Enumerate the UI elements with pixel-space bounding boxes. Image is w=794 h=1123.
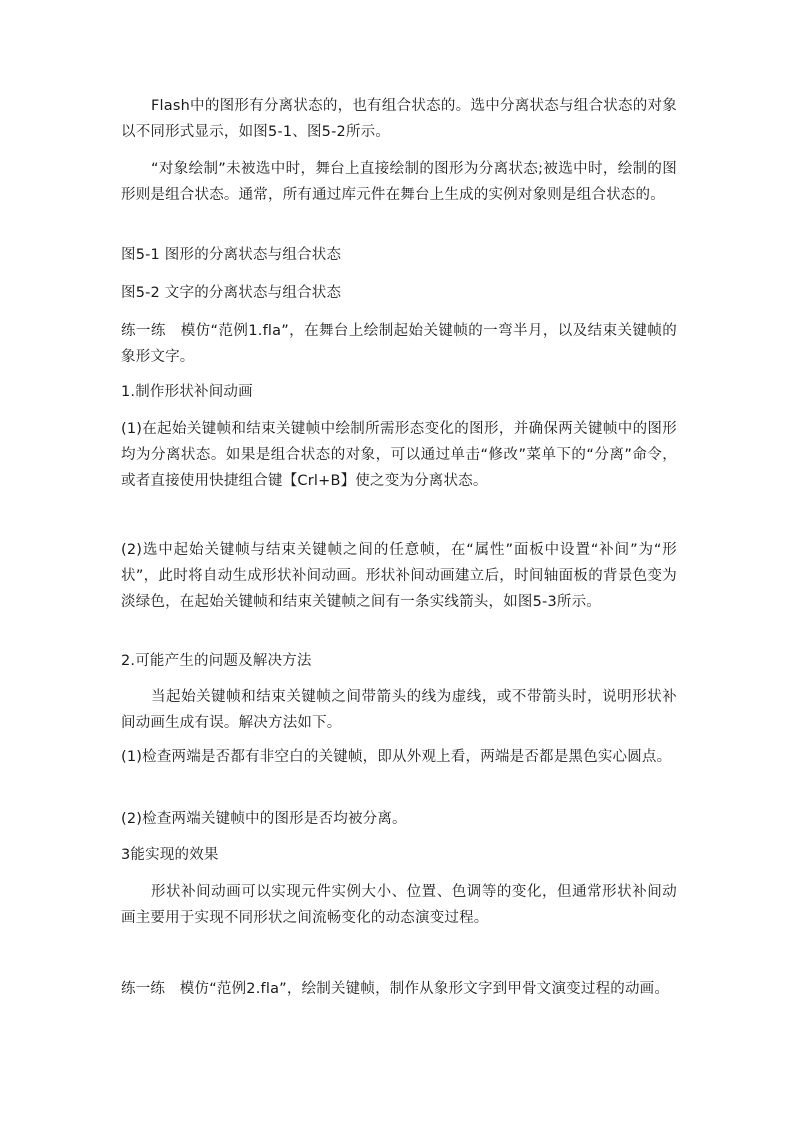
- effect-paragraph: 形状补间动画可以实现元件实例大小、位置、色调等的变化，但通常形状补间动画主要用于实现不同形状之间流畅变化的动态演变过程。: [121, 884, 677, 926]
- exercise-1: 练一练 模仿“范例1.fla”，在舞台上绘制起始关键帧的一弯半月，以及结束关键帧的象形文字。: [121, 323, 677, 365]
- section-heading-2: 2.可能产生的问题及解决方法: [121, 653, 312, 669]
- paragraph-object-drawing: “对象绘制”未被选中时，舞台上直接绘制的图形为分离状态;被选中时，绘制的图形则是组合状态。通常，所有通过库元件在舞台上生成的实例对象则是组合状态的。: [121, 161, 677, 203]
- check-2-paragraph: (2)检查两端关键帧中的图形是否均被分离。: [121, 811, 407, 827]
- section-heading-3: 3能实现的效果: [121, 847, 219, 863]
- figure-caption-5-2: 图5-2 文字的分离状态与组合状态: [121, 285, 342, 301]
- step-2-paragraph: (2)选中起始关键帧与结束关键帧之间的任意帧，在“属性”面板中设置“补间”为“形状”，此时将自动生成形状补间动画。形状补间动画建立后，时间轴面板的背景色变为淡绿色，在起始关键帧和结束关键帧之间有一条实线箭头，如图5-3所示。: [121, 542, 677, 610]
- paragraph-intro: Flash中的图形有分离状态的，也有组合状态的。选中分离状态与组合状态的对象以不同形式显示，如图5-1、图5-2所示。: [121, 98, 677, 140]
- problem-paragraph: 当起始关键帧和结束关键帧之间带箭头的线为虚线，或不带箭头时，说明形状补间动画生成有误。解决方法如下。: [121, 689, 677, 731]
- check-1-paragraph: (1)检查两端是否都有非空白的关键帧，即从外观上看，两端是否都是黑色实心圆点。: [121, 749, 672, 765]
- section-heading-1: 1.制作形状补间动画: [121, 384, 253, 400]
- step-1-paragraph: (1)在起始关键帧和结束关键帧中绘制所需形态变化的图形，并确保两关键帧中的图形均为分离状态。如果是组合状态的对象，可以通过单击“修改”菜单下的“分离”命令，或者直接使用快捷组合键【Crl+B】使之变为分离状态。: [121, 421, 677, 489]
- figure-caption-5-1: 图5-1 图形的分离状态与组合状态: [121, 247, 342, 263]
- exercise-2: 练一练 模仿“范例2.fla”，绘制关键帧，制作从象形文字到甲骨文演变过程的动画。: [121, 981, 670, 997]
